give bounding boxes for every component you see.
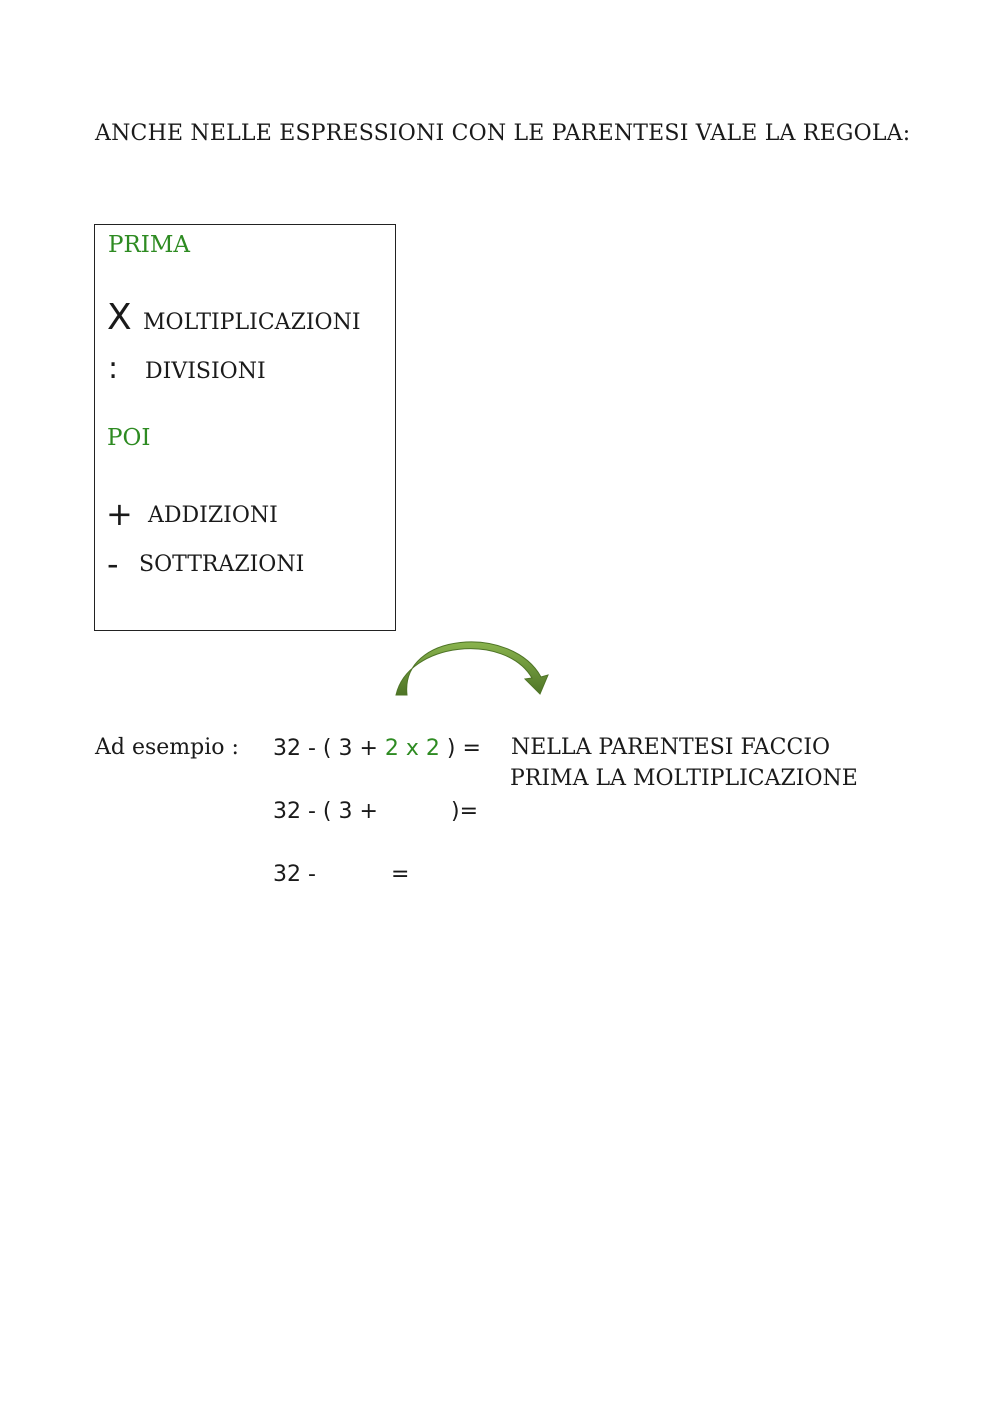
example-intro: Ad esempio : — [95, 735, 239, 760]
plus-symbol: + — [106, 495, 133, 533]
first-label: PRIMA — [108, 232, 191, 258]
additions-label: ADDIZIONI — [148, 503, 278, 528]
note-line-2: PRIMA LA MOLTIPLICAZIONE — [510, 766, 858, 791]
subtractions-label: SOTTRAZIONI — [139, 552, 305, 577]
minus-symbol: - — [107, 545, 119, 583]
curved-arrow-icon — [390, 640, 560, 705]
page-heading: ANCHE NELLE ESPRESSIONI CON LE PARENTESI VALE LA REGOLA: — [95, 121, 911, 146]
note-line-1: NELLA PARENTESI FACCIO — [511, 735, 831, 760]
expression-line-3-right: = — [391, 862, 410, 887]
expression-line-1 — [273, 736, 481, 761]
multiply-symbol: X — [107, 297, 132, 338]
expression-line-2-right: )= — [451, 799, 479, 824]
expression-line-2-left: 32 - ( 3 + — [273, 799, 378, 824]
divisions-label: DIVISIONI — [145, 359, 266, 384]
divide-symbol: : — [108, 351, 119, 386]
expression-line-1-prefix: 32 - ( 3 + — [273, 736, 385, 761]
expression-line-1-highlight: 2 x 2 — [384, 736, 440, 761]
expression-line-1-suffix: ) = — [439, 736, 481, 761]
then-label: POI — [107, 425, 151, 451]
expression-line-3-left: 32 - — [273, 862, 316, 887]
multiplications-label: MOLTIPLICAZIONI — [143, 310, 361, 335]
